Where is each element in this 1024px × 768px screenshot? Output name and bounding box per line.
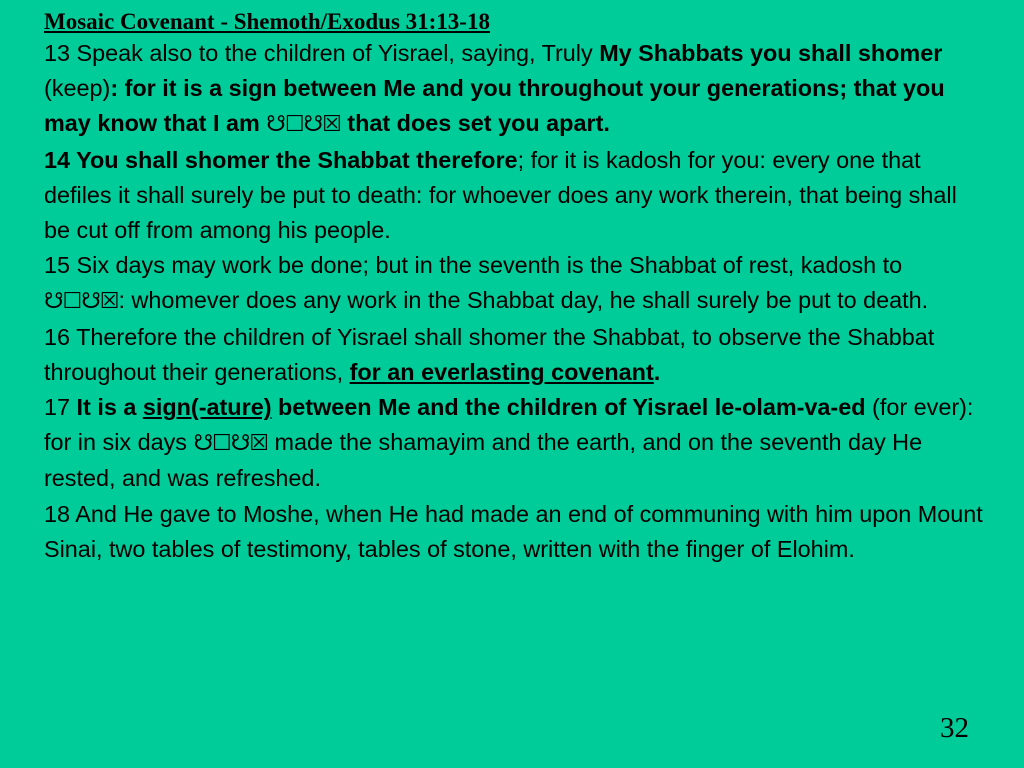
verse-17-part1: (for ever): for in six days [44,394,974,456]
verse-17-part2: made the shamayim and the earth, and on the seventh day He rested, and was refreshed. [44,429,923,492]
divine-name-glyphs: ☋☐☋☒ [44,289,119,315]
slide-content [44,8,984,567]
slide-title: Mosaic Covenant - Shemoth/Exodus 31:13-18 [44,9,490,34]
verse-16-everlasting-covenant: for an everlasting covenant [349,358,654,385]
verse-13-end: that does set you apart. [340,110,610,137]
verse-14-rest: ; for it is kadosh for you: every one that defiles it shall surely be put to death: for whoever does any work therein, that being shall be cut off from among his people. [44,146,957,244]
verse-15-part2: : whomever does any work in the Shabbat day, he shall surely be put to death. [118,287,929,314]
verse-16-part1: 16 Therefore the children of Yisrael shall shomer the Shabbat, to observe the Shabbat throughout their generations, [44,323,935,385]
divine-name-glyphs: ☋☐☋☒ [266,112,341,138]
verse-13-parenthetical: (keep) [44,75,111,102]
verse-13-intro: 13 Speak also to the children of Yisrael, saying, Truly [44,40,600,66]
verse-17-emphasis-continued: between Me and the children of Yisrael le-olam-va-ed [271,394,866,421]
scripture-passage [44,36,984,567]
verse-17-emphasis: It is a [76,394,143,421]
verse-17-number: 17 [44,394,77,421]
verse-14-emphasis: 14 You shall shomer the Shabbat therefore [44,146,518,173]
divine-name-glyphs: ☋☐☋☒ [193,431,269,457]
page-number: 32 [940,712,969,744]
verse-15-part1: 15 Six days may work be done; but in the seventh is the Shabbat of rest, kadosh to [44,252,903,279]
verse-17-signature: sign(-ature) [142,394,272,421]
verse-16-end: . [653,358,661,385]
verse-13-emphasis: My Shabbats you shall shomer [599,40,943,66]
verse-18-text: 18 And He gave to Moshe, when He had made an end of communing with him upon Mount Sinai, two tables of testimony, tables of stone, written with the finger of Elohim. [44,500,983,562]
verse-13-sign-clause: : for it is a sign between Me and you throughout your generations; that you may know that I am [44,75,945,137]
